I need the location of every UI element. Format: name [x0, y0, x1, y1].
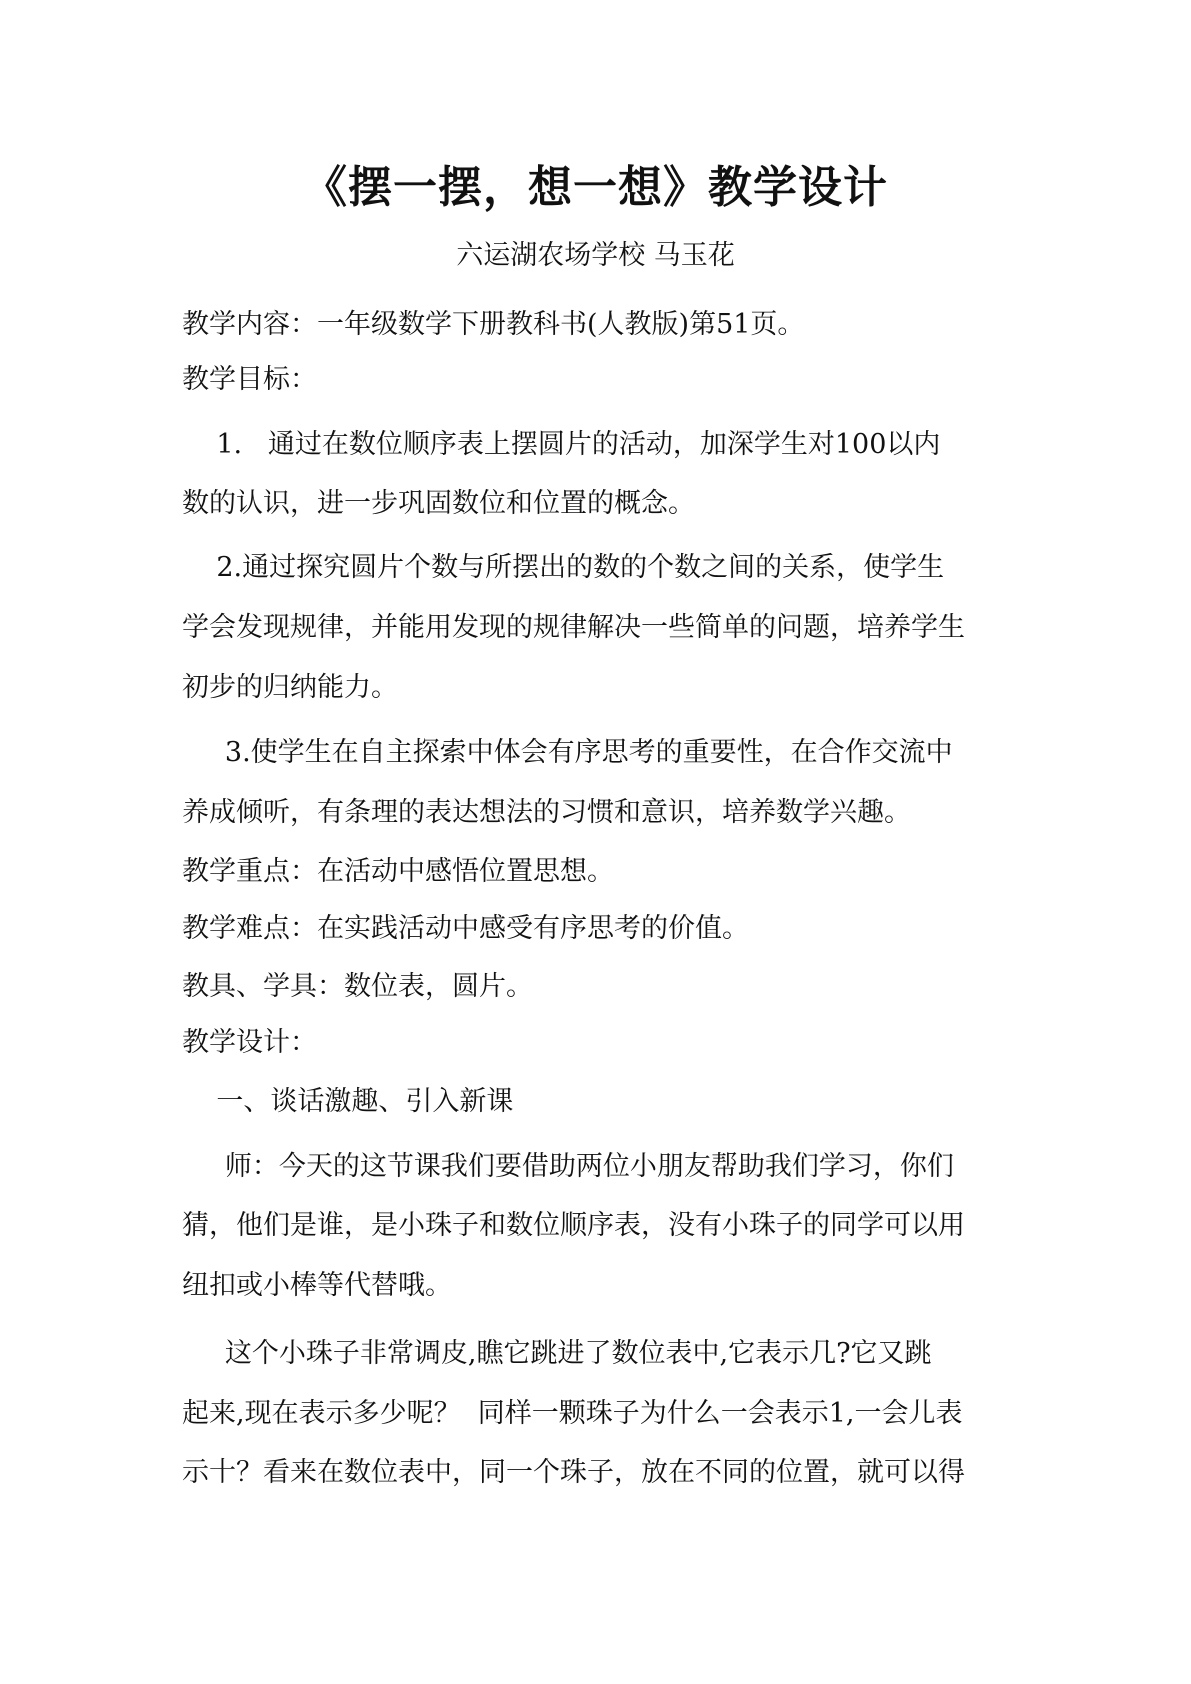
text-line: 教学设计： — [182, 1027, 317, 1058]
text-line: 3.使学生在自主探索中体会有序思考的重要性，在合作交流中 — [182, 737, 953, 768]
text-line: 教学目标： — [182, 364, 317, 395]
text-line: 1. 通过在数位顺序表上摆圆片的活动，加深学生对100以内 — [182, 429, 941, 460]
text-line: 养成倾听，有条理的表达想法的习惯和意识，培养数学兴趣。 — [182, 797, 911, 828]
document-title: 《摆一摆，想一想》教学设计 — [303, 162, 888, 213]
text-line: 初步的归纳能力。 — [182, 672, 398, 703]
text-line: 教具、学具：数位表，圆片。 — [182, 971, 533, 1002]
text-line: 猜，他们是谁，是小珠子和数位顺序表，没有小珠子的同学可以用 — [182, 1210, 965, 1241]
text-line: 学会发现规律，并能用发现的规律解决一些简单的问题，培养学生 — [182, 612, 965, 643]
text-line: 教学重点：在活动中感悟位置思想。 — [182, 856, 614, 887]
text-line: 数的认识，进一步巩固数位和位置的概念。 — [182, 488, 695, 519]
document-author: 六运湖农场学校 马玉花 — [456, 240, 735, 271]
text-line: 教学难点：在实践活动中感受有序思考的价值。 — [182, 913, 749, 944]
text-line: 2.通过探究圆片个数与所摆出的数的个数之间的关系，使学生 — [182, 552, 945, 583]
text-line: 起来,现在表示多少呢？ 同样一颗珠子为什么一会表示1,一会儿表 — [182, 1398, 963, 1429]
text-line: 这个小珠子非常调皮,瞧它跳进了数位表中,它表示几?它又跳 — [182, 1338, 932, 1369]
text-line: 教学内容：一年级数学下册教科书(人教版)第51页。 — [182, 309, 805, 340]
text-line: 纽扣或小棒等代替哦。 — [182, 1270, 452, 1301]
text-line: 示十？看来在数位表中，同一个珠子，放在不同的位置，就可以得 — [182, 1457, 965, 1488]
text-line: 一、谈话激趣、引入新课 — [182, 1086, 514, 1117]
text-line: 师：今天的这节课我们要借助两位小朋友帮助我们学习，你们 — [182, 1151, 954, 1182]
